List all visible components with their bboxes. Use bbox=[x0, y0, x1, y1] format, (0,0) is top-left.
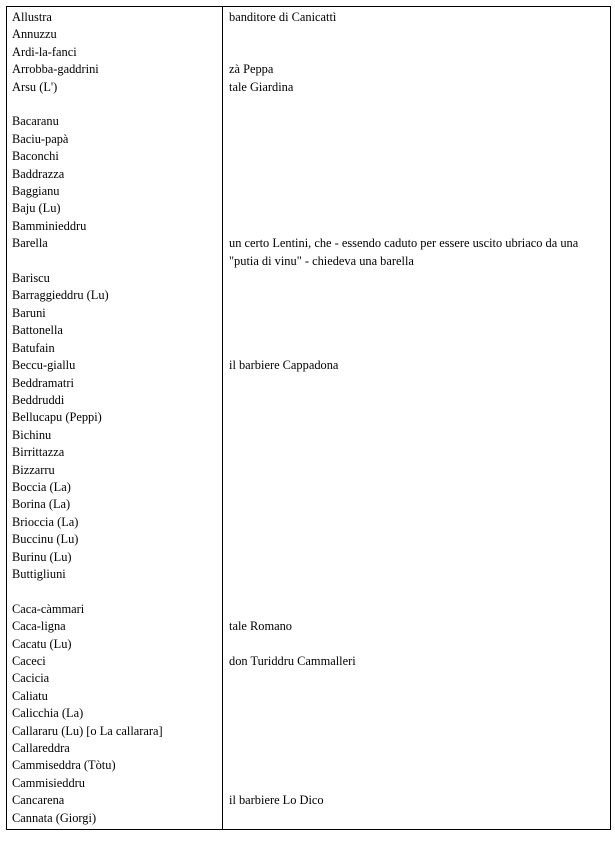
nickname-cell: Birrittazza bbox=[12, 445, 65, 460]
nickname-cell: Borina (La) bbox=[12, 497, 71, 512]
table-row bbox=[7, 44, 610, 61]
table-row bbox=[7, 653, 610, 670]
description-cell: tale Giardina bbox=[229, 79, 294, 94]
table-row bbox=[7, 375, 610, 392]
table-row bbox=[7, 514, 610, 531]
nickname-cell: Caca-càmmari bbox=[12, 601, 85, 616]
table-row bbox=[7, 131, 610, 148]
nickname-cell: Bacaranu bbox=[12, 114, 59, 129]
nickname-cell: Baddrazza bbox=[12, 166, 65, 181]
nickname-cell: Cacatu (Lu) bbox=[12, 636, 72, 651]
table-row bbox=[7, 757, 610, 774]
table-row bbox=[7, 305, 610, 322]
table-row bbox=[7, 218, 610, 235]
nickname-cell: Callararu (Lu) [o La callarara] bbox=[12, 723, 163, 738]
table-row bbox=[7, 740, 610, 757]
table-row bbox=[7, 810, 610, 827]
description-cell: don Turiddru Cammalleri bbox=[229, 653, 356, 668]
table-row bbox=[7, 792, 610, 809]
nickname-cell: Baciu-papà bbox=[12, 131, 69, 146]
nickname-cell: Cammiseddra (Tòtu) bbox=[12, 758, 116, 773]
nickname-cell: Batufain bbox=[12, 340, 55, 355]
table-row bbox=[7, 531, 610, 548]
nickname-cell: Cancarena bbox=[12, 793, 65, 808]
nickname-cell: Bariscu bbox=[12, 271, 50, 286]
nickname-cell: Barraggieddru (Lu) bbox=[12, 288, 109, 303]
nickname-cell: Bamminieddru bbox=[12, 218, 87, 233]
table-row bbox=[7, 287, 610, 304]
description-cell: un certo Lentini, che - essendo caduto per essere uscito ubriaco da una "putia di vinu" - chiedeva una barella bbox=[229, 236, 579, 268]
description-cell: zà Peppa bbox=[229, 62, 274, 77]
table-row bbox=[7, 357, 610, 374]
nickname-cell: Buttigliuni bbox=[12, 566, 66, 581]
nickname-cell: Baruni bbox=[12, 305, 46, 320]
table-row bbox=[7, 670, 610, 687]
table-row bbox=[7, 618, 610, 635]
table-row bbox=[7, 462, 610, 479]
nickname-cell: Bizzarru bbox=[12, 462, 55, 477]
nickname-cell: Buccinu (Lu) bbox=[12, 532, 79, 547]
nickname-cell: Caceci bbox=[12, 653, 46, 668]
nickname-cell: Ardi-la-fanci bbox=[12, 44, 77, 59]
table-row bbox=[7, 270, 610, 287]
table-rows bbox=[7, 9, 610, 827]
table-row bbox=[7, 427, 610, 444]
nickname-cell: Bichinu bbox=[12, 427, 52, 442]
nickname-cell: Cannata (Giorgi) bbox=[12, 810, 97, 825]
nickname-cell: Baggianu bbox=[12, 184, 60, 199]
nickname-cell: Battonella bbox=[12, 323, 63, 338]
table-row bbox=[7, 409, 610, 426]
description-cell: il barbiere Lo Dico bbox=[229, 793, 324, 808]
table-row bbox=[7, 566, 610, 583]
nickname-cell: Beddramatri bbox=[12, 375, 74, 390]
table-row bbox=[7, 61, 610, 78]
table-row bbox=[7, 183, 610, 200]
description-cell: banditore di Canicattì bbox=[229, 10, 337, 24]
nickname-cell: Boccia (La) bbox=[12, 479, 71, 494]
nickname-cell: Baconchi bbox=[12, 149, 59, 164]
nickname-cell: Cammisieddru bbox=[12, 775, 85, 790]
table-row bbox=[7, 392, 610, 409]
table-row bbox=[7, 723, 610, 740]
table-row bbox=[7, 166, 610, 183]
nickname-cell: Baju (Lu) bbox=[12, 201, 61, 216]
nickname-cell: Arsu (L') bbox=[12, 79, 58, 94]
nickname-cell: Caca-ligna bbox=[12, 619, 66, 634]
table-row bbox=[7, 148, 610, 165]
nickname-cell: Arrobba-gaddrini bbox=[12, 62, 99, 77]
table-row bbox=[7, 549, 610, 566]
nickname-cell: Bellucapu (Peppi) bbox=[12, 410, 102, 425]
table-row bbox=[7, 9, 610, 26]
table-row bbox=[7, 26, 610, 43]
description-cell: il barbiere Cappadona bbox=[229, 358, 339, 373]
nickname-cell: Callareddra bbox=[12, 741, 70, 756]
nickname-cell: Calicchia (La) bbox=[12, 706, 84, 721]
nickname-cell: Annuzzu bbox=[12, 27, 57, 42]
table-row bbox=[7, 444, 610, 461]
nickname-cell: Brioccia (La) bbox=[12, 514, 79, 529]
nickname-cell: Cacicia bbox=[12, 671, 50, 686]
table-row bbox=[7, 601, 610, 618]
group-spacer bbox=[7, 583, 610, 600]
nickname-cell: Caliatu bbox=[12, 688, 48, 703]
table-row bbox=[7, 200, 610, 217]
table-row bbox=[7, 340, 610, 357]
table-row bbox=[7, 636, 610, 653]
table-row bbox=[7, 235, 610, 270]
nickname-cell: Allustra bbox=[12, 10, 52, 24]
table-row bbox=[7, 79, 610, 96]
table-row bbox=[7, 775, 610, 792]
table-row bbox=[7, 113, 610, 130]
group-spacer bbox=[7, 96, 610, 113]
nickname-cell: Burinu (Lu) bbox=[12, 549, 72, 564]
description-cell: tale Romano bbox=[229, 619, 292, 634]
nickname-table bbox=[6, 6, 611, 830]
nickname-cell: Beddruddi bbox=[12, 392, 65, 407]
table-row bbox=[7, 705, 610, 722]
nickname-cell: Beccu-giallu bbox=[12, 358, 76, 373]
table-row bbox=[7, 688, 610, 705]
nickname-cell: Barella bbox=[12, 236, 48, 251]
table-row bbox=[7, 322, 610, 339]
table-row bbox=[7, 496, 610, 513]
table-row bbox=[7, 479, 610, 496]
